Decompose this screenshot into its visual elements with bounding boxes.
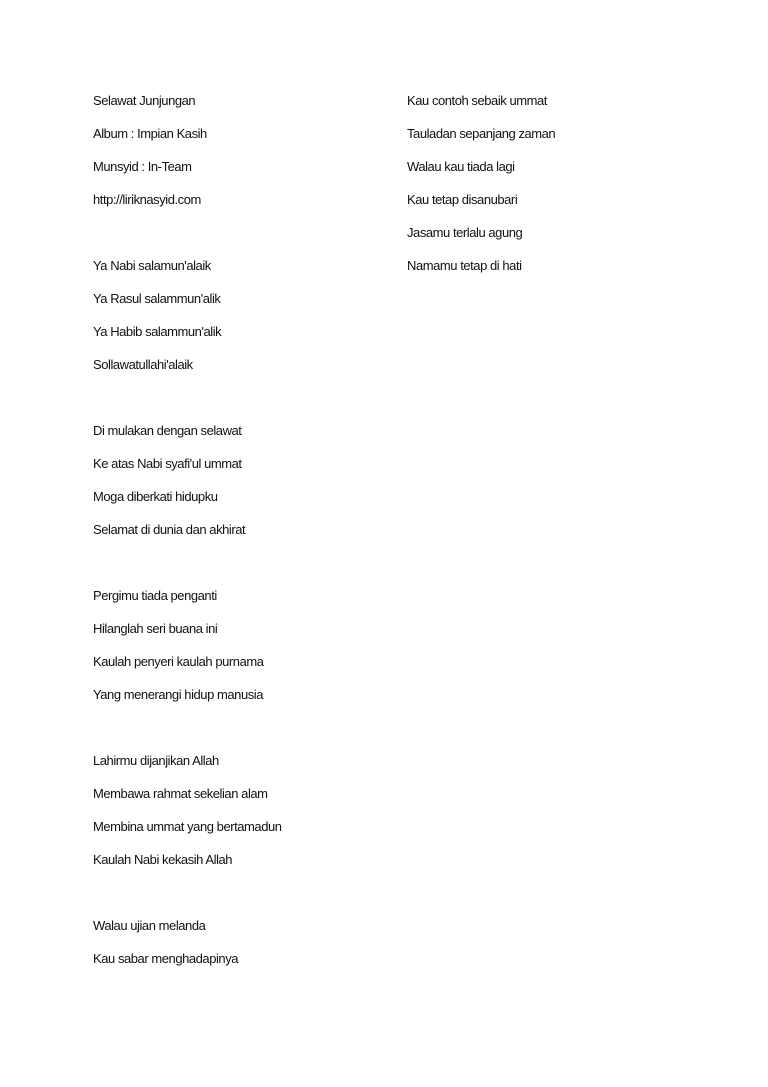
- lyric-line: Pergimu tiada penganti: [93, 588, 217, 603]
- lyric-line: Kau contoh sebaik ummat: [407, 93, 547, 108]
- lyric-line: Ya Habib salammun'alik: [93, 324, 222, 339]
- blank-line: [93, 224, 383, 257]
- lyric-line: Moga diberkati hidupku: [93, 489, 218, 504]
- lyric-line: Ke atas Nabi syafi'ul ummat: [93, 456, 242, 471]
- header-title: Selawat Junjungan: [93, 93, 196, 108]
- blank-line: [93, 719, 383, 752]
- lyric-line: Di mulakan dengan selawat: [93, 423, 242, 438]
- lyric-line: Jasamu terlalu agung: [407, 225, 523, 240]
- lyric-line: Ya Nabi salamun'alaik: [93, 258, 211, 273]
- left-column: [93, 92, 383, 983]
- lyric-line: Kau sabar menghadapinya: [93, 951, 239, 966]
- lyric-line: Namamu tetap di hati: [407, 258, 522, 273]
- lyric-line: Selamat di dunia dan akhirat: [93, 522, 246, 537]
- lyric-line: Lahirmu dijanjikan Allah: [93, 753, 219, 768]
- lyric-line: Walau ujian melanda: [93, 918, 206, 933]
- lyric-line: Membina ummat yang bertamadun: [93, 819, 282, 834]
- header-album: Album : Impian Kasih: [93, 126, 207, 141]
- lyric-line: Yang menerangi hidup manusia: [93, 687, 264, 702]
- blank-line: [93, 884, 383, 917]
- lyric-line: Kau tetap disanubari: [407, 192, 518, 207]
- lyric-line: Walau kau tiada lagi: [407, 159, 515, 174]
- lyric-line: Kaulah Nabi kekasih Allah: [93, 852, 233, 867]
- lyric-line: Kaulah penyeri kaulah purnama: [93, 654, 264, 669]
- lyric-line: Sollawatullahi'alaik: [93, 357, 193, 372]
- header-source-url: http://liriknasyid.com: [93, 192, 201, 207]
- blank-line: [93, 389, 383, 422]
- lyric-line: Hilanglah seri buana ini: [93, 621, 218, 636]
- lyric-line: Tauladan sepanjang zaman: [407, 126, 556, 141]
- right-column: [407, 92, 707, 290]
- header-munsyid: Munsyid : In-Team: [93, 159, 192, 174]
- lyric-line: Membawa rahmat sekelian alam: [93, 786, 268, 801]
- blank-line: [93, 554, 383, 587]
- lyric-line: Ya Rasul salammun'alik: [93, 291, 221, 306]
